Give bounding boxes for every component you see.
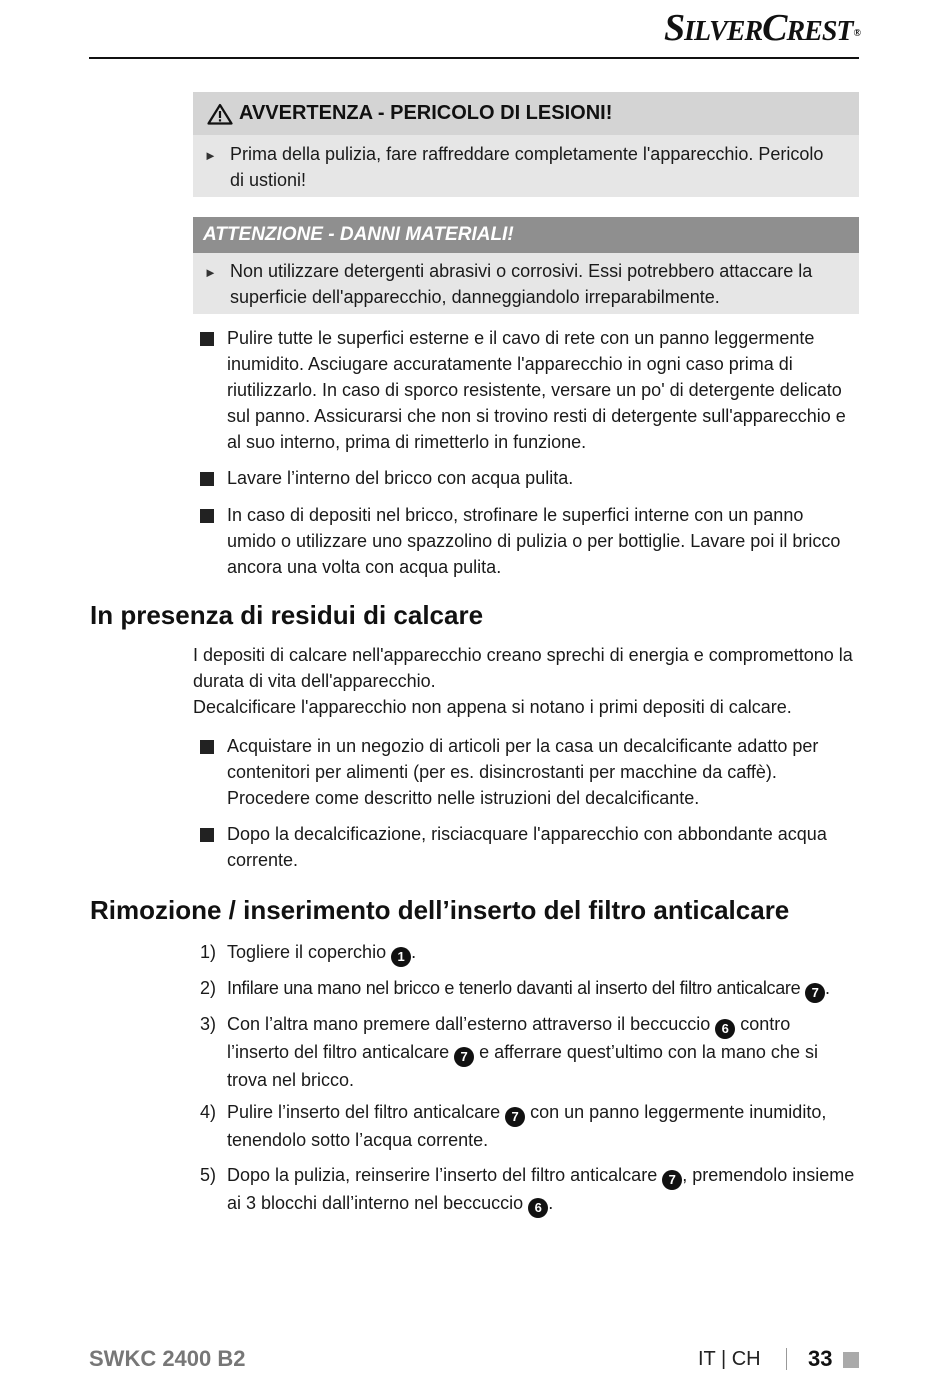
step-text: Togliere il coperchio 1 . [227, 939, 857, 967]
step-number: 4) [200, 1102, 217, 1122]
arrow-right-icon: ► [204, 148, 217, 163]
page-number: 33 [808, 1346, 833, 1371]
part-number-badge: 7 [662, 1170, 682, 1190]
section-heading-filtro: Rimozione / inserimento dell’inserto del filtro anticalcare [90, 895, 790, 925]
arrow-right-icon: ► [204, 265, 217, 280]
warning-box-header [193, 92, 859, 135]
footer-language: IT | CH [698, 1348, 761, 1370]
caution-box [193, 217, 859, 314]
step-number: 3) [200, 1014, 217, 1034]
caution-text: Non utilizzare detergenti abrasivi o corrosivi. Essi potrebbero attaccare la superficie dell'apparecchio, danneggiandolo irreparabilmente. [230, 261, 813, 307]
warning-item [193, 135, 859, 193]
footer-divider [786, 1348, 787, 1370]
part-number-badge: 7 [805, 983, 825, 1003]
warning-triangle-icon [207, 103, 233, 125]
part-number-badge: 1 [391, 947, 411, 967]
step-number: 2) [200, 978, 217, 998]
footer-square-icon [843, 1352, 859, 1368]
bullet-text: Dopo la decalcificazione, risciacquare l'apparecchio con abbondante acqua corrente. [227, 824, 827, 870]
warning-text: Prima della pulizia, fare raffreddare completamente l'apparecchio. Pericolo di ustioni! [230, 144, 824, 190]
section-heading-calcare: In presenza di residui di calcare [90, 600, 484, 630]
part-number-badge: 7 [505, 1107, 525, 1127]
bullet-text: In caso di depositi nel bricco, strofinare le superfici interne con un panno umido o utilizzare uno spazzolino di pulizia o per bottiglie. Lavare poi il bricco ancora una volta con acqua pulita. [227, 505, 841, 577]
brand-logo: SILVERCREST® [663, 7, 860, 49]
bullet-square-icon [200, 828, 214, 842]
intro-paragraph-2: Decalcificare l'apparecchio non appena si notano i primi depositi di calcare. [193, 697, 792, 717]
caution-title: ATTENZIONE - DANNI MATERIALI! [203, 224, 514, 245]
bullet-square-icon [200, 740, 214, 754]
footer-model-number: SWKC 2400 B2 [89, 1346, 246, 1371]
step-text: Con l’altra mano premere dall’esterno attraverso il beccuccio 6 contro l’inserto del filtro anticalcare 7 e afferrare quest’ultimo con la mano che si trova nel bricco. [227, 1014, 818, 1090]
part-number-badge: 6 [715, 1019, 735, 1039]
bullet-text: Pulire tutte le superfici esterne e il cavo di rete con un panno leggermente inumidito. Asciugare accuratamente l'apparecchio in ogni caso prima di riutilizzarlo. In caso di sporco resistente, versare un po' di detergente delicato sul panno. Assicurarsi che non si trovino resti di detergente sull'apparecchio e al suo interno, prima di rimetterlo in funzione. [227, 328, 846, 452]
caution-box-header [193, 217, 859, 253]
step-number: 1) [200, 942, 217, 962]
header-divider [89, 57, 859, 59]
step-text: Dopo la pulizia, reinserire l’inserto del filtro anticalcare 7 , premendolo insieme ai 3 blocchi dall’interno nel beccuccio 6 . [227, 1162, 857, 1218]
bullet-text: Lavare l’interno del bricco con acqua pulita. [227, 468, 574, 488]
intro-paragraph: I depositi di calcare nell'apparecchio creano sprechi di energia e compromettono la durata di vita dell'apparecchio. [193, 645, 853, 691]
part-number-badge: 7 [454, 1047, 474, 1067]
step-text: Pulire l’inserto del filtro anticalcare 7 con un panno leggermente inumidito, tenendolo sotto l’acqua corrente. [227, 1102, 827, 1150]
bullet-square-icon [200, 332, 214, 346]
part-number-badge: 6 [528, 1198, 548, 1218]
bullet-text: Acquistare in un negozio di articoli per la casa un decalcificante adatto per contenitori per alimenti (per es. disincrostanti per macchine da caffè). Procedere come descritto nelle istruzioni del decalcificante. [227, 736, 819, 808]
step-text: Infilare una mano nel bricco e tenerlo davanti al inserto del filtro anticalcare 7 . [227, 975, 857, 1003]
warning-box [193, 92, 859, 197]
caution-item [193, 253, 859, 310]
step-number: 5) [200, 1165, 217, 1185]
bullet-square-icon [200, 472, 214, 486]
warning-title: AVVERTENZA - PERICOLO DI LESIONI! [239, 102, 613, 124]
bullet-square-icon [200, 509, 214, 523]
